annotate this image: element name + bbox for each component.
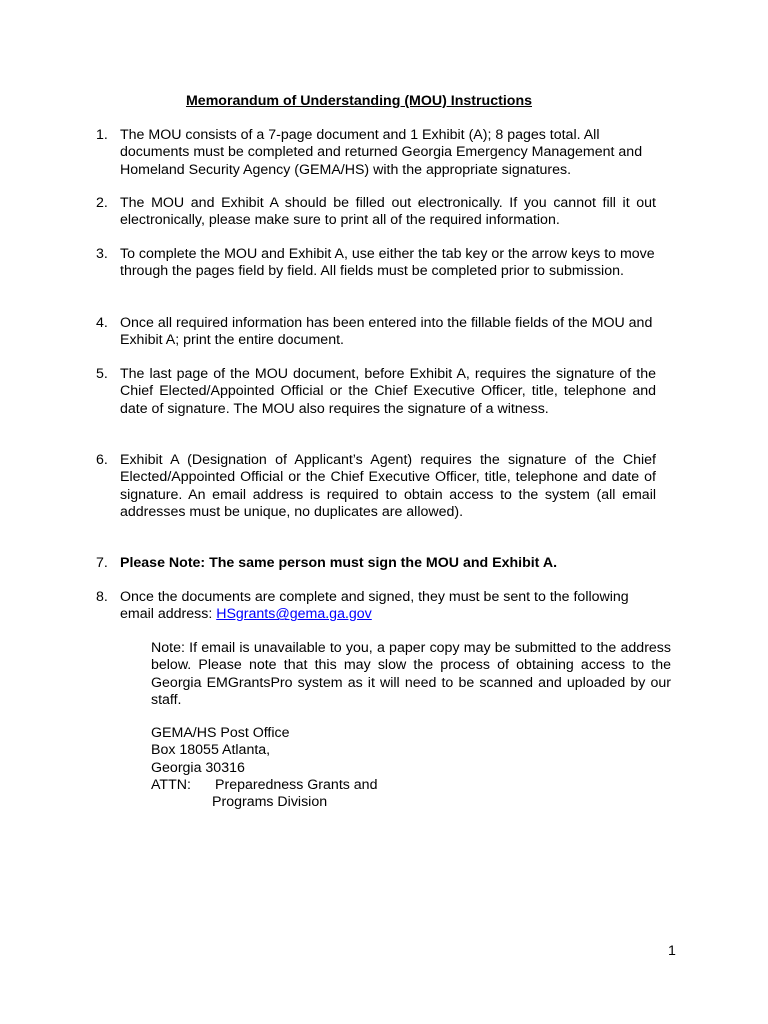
list-item-text: Exhibit A (Designation of Applicant’s Agent) requires the signature of the Chief Elected/Appointed Official or the Chief Executive Officer, title, telephone and date of signature. An email address is required to obtain access to the system (all email addresses must be unique, no duplicates are allowed). — [120, 452, 656, 520]
address-line: Georgia 30316 — [151, 759, 245, 776]
list-item-text: The MOU and Exhibit A should be filled out electronically. If you cannot fill it out electronically, please make sure to print all of the required information. — [120, 195, 656, 229]
list-item — [96, 366, 656, 418]
document-title: Memorandum of Understanding (MOU) Instructions — [185, 93, 532, 109]
list-item — [96, 246, 656, 281]
mailing-address — [151, 725, 551, 811]
list-item — [96, 589, 656, 624]
list-item-number: 3. — [96, 246, 108, 262]
list-item-text: The last page of the MOU document, before Exhibit A, requires the signature of the Chief Elected/Appointed Official or the Chief Executive Officer, title, telephone and date of signature. The MOU also requires the signature of a witness. — [120, 366, 656, 417]
attn-row — [151, 777, 551, 794]
list-item-number: 7. — [96, 555, 108, 571]
list-item-text: Once the documents are complete and signed, they must be sent to the following email address: — [120, 589, 629, 623]
list-item-number: 6. — [96, 452, 108, 468]
list-item — [96, 195, 656, 230]
list-item-text: Once all required information has been entered into the fillable fields of the MOU and Exhibit A; print the entire document. — [120, 315, 653, 349]
address-line: Box 18055 Atlanta, — [151, 742, 271, 759]
page-number: 1 — [668, 943, 676, 959]
list-item-text: To complete the MOU and Exhibit A, use either the tab key or the arrow keys to move through the pages field by field. All fields must be completed prior to submission. — [120, 246, 655, 280]
list-item-number: 8. — [96, 589, 108, 605]
list-item-number: 4. — [96, 315, 108, 331]
paper-copy-note: Note: If email is unavailable to you, a paper copy may be submitted to the address below. Please note that this may slow the process of obtaining access to the Georgia EMGrantsPro system as it will need to be scanned and uploaded by our staff. — [151, 640, 671, 708]
list-item-number: 5. — [96, 366, 108, 382]
attn-line: Preparedness Grants and — [215, 776, 378, 793]
list-item — [96, 315, 656, 350]
important-note: Please Note: The same person must sign the MOU and Exhibit A. — [120, 555, 558, 571]
list-item — [96, 555, 656, 572]
attn-label: ATTN: — [151, 776, 191, 793]
list-item-text: The MOU consists of a 7-page document and 1 Exhibit (A); 8 pages total. All documents must be completed and returned Georgia Emergency Management and Homeland Security Agency (GEMA/HS) with the appropriate signatures. — [120, 127, 643, 178]
list-item — [96, 127, 656, 179]
attn-line: Programs Division — [212, 794, 328, 811]
list-item-number: 2. — [96, 195, 108, 211]
address-line: GEMA/HS Post Office — [151, 725, 290, 741]
email-link[interactable]: HSgrants@gema.ga.gov — [216, 606, 372, 623]
list-item — [96, 452, 656, 521]
list-item-number: 1. — [96, 127, 108, 143]
